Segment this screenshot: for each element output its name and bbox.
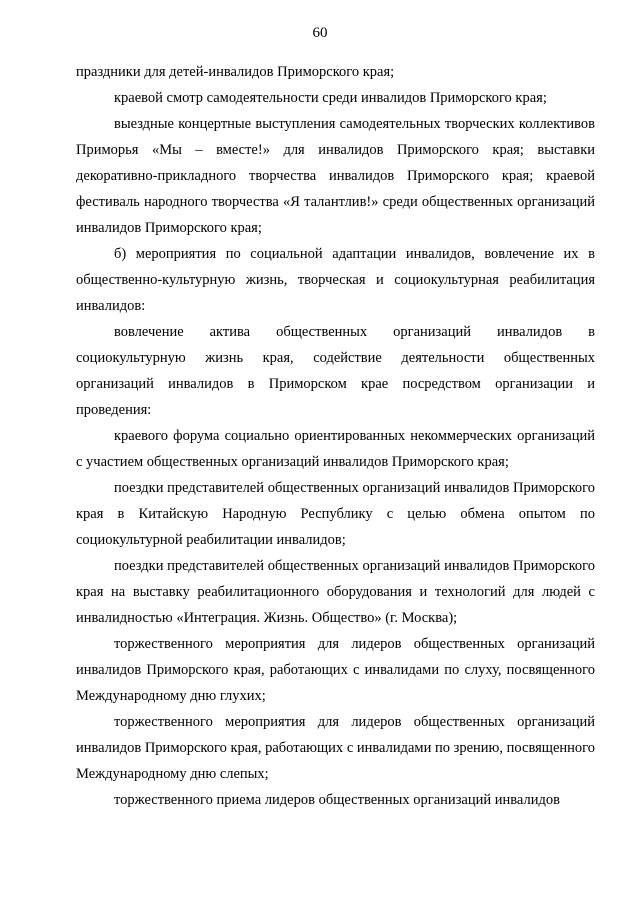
paragraph: краевого форума социально ориентированных некоммерческих организаций с участием общественных организаций инвалидов Приморского края;: [76, 428, 595, 470]
page-number: 60: [312, 25, 328, 41]
paragraph: краевой смотр самодеятельности среди инвалидов Приморского края;: [114, 90, 547, 106]
paragraph: вовлечение актива общественных организаций инвалидов в социокультурную жизнь края, содействие деятельности общественных организаций инвалидов в Приморском крае посредством организации и проведения:: [76, 324, 595, 418]
body-text: [76, 59, 595, 813]
paragraph: поездки представителей общественных организаций инвалидов Приморского края на выставку реабилитационного оборудования и технологий для людей с инвалидностью «Интеграция. Жизнь. Общество» (г. Москва);: [76, 558, 595, 626]
paragraph: выездные концертные выступления самодеятельных творческих коллективов Приморья «Мы – вместе!» для инвалидов Приморского края; выставки декоративно-прикладного творчества инвалидов Приморского края; краевой фестиваль народного творчества «Я талантлив!» среди общественных организаций инвалидов Приморского края;: [76, 116, 595, 236]
paragraph: поездки представителей общественных организаций инвалидов Приморского края в Китайскую Народную Республику с целью обмена опытом по социокультурной реабилитации инвалидов;: [76, 480, 595, 548]
paragraph: б) мероприятия по социальной адаптации инвалидов, вовлечение их в общественно-культурную жизнь, творческая и социокультурная реабилитация инвалидов:: [76, 246, 595, 314]
paragraph: торжественного мероприятия для лидеров общественных организаций инвалидов Приморского края, работающих с инвалидами по слуху, посвященного Международному дню глухих;: [76, 636, 595, 704]
paragraph: праздники для детей-инвалидов Приморского края;: [76, 64, 395, 80]
paragraph: торжественного мероприятия для лидеров общественных организаций инвалидов Приморского края, работающих с инвалидами по зрению, посвященного Международному дню слепых;: [76, 714, 595, 782]
paragraph: торжественного приема лидеров общественных организаций инвалидов: [114, 792, 560, 808]
